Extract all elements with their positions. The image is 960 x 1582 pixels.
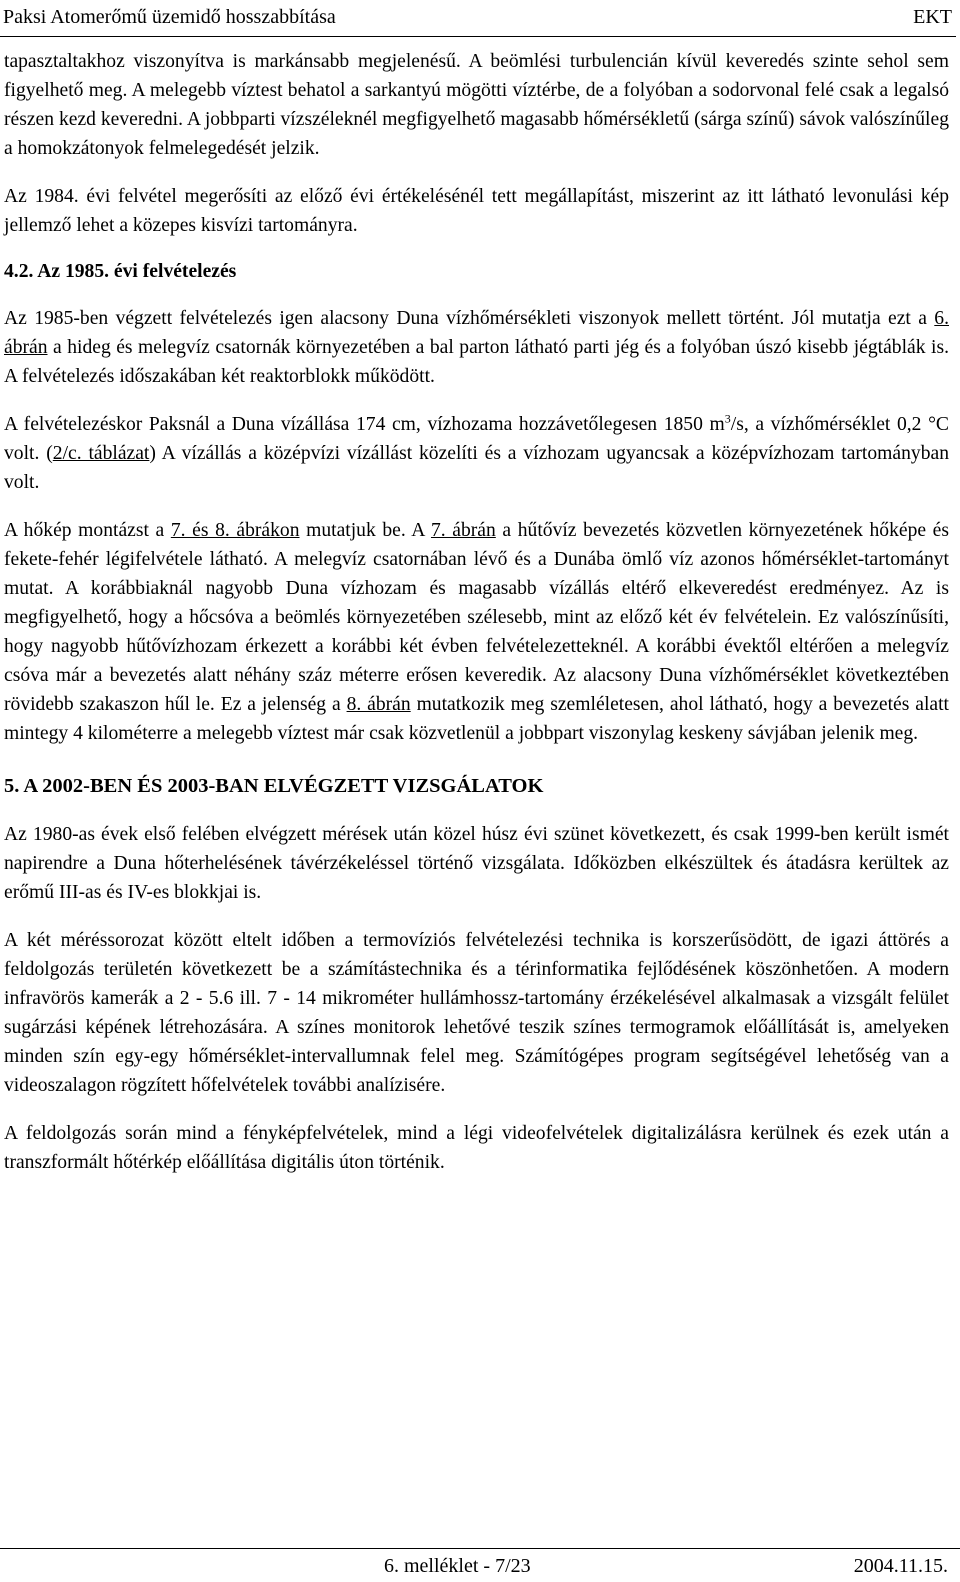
- paragraph-8: A feldolgozás során mind a fényképfelvételek, mind a légi videofelvételek digitalizálásra kerülnek és ezek után a transzformált hőtérkép előállítása digitális úton történik.: [4, 1123, 949, 1173]
- table-2c-link[interactable]: 2/c. táblázat: [52, 443, 150, 464]
- section-heading-4-2: 4.2. Az 1985. évi felvételezés: [4, 261, 237, 282]
- figure-7-link[interactable]: 7. ábrán: [430, 520, 496, 541]
- header-title: Paksi Atomerőmű üzemidő hosszabbítása: [3, 6, 336, 28]
- figure-8-link[interactable]: 8. ábrán: [346, 694, 411, 715]
- paragraph-6: Az 1980-as évek első felében elvégzett mérések után közel húsz évi szünet következett, és csak 1999-ben került ismét napirendre a Duna hőterhelésének távérzékeléssel történő vizsgálata. Időközben elkészültek és átadásra kerültek az erőmű III-as és IV-es blokkjai is.: [4, 824, 949, 903]
- footer-date: 2004.11.15.: [853, 1555, 948, 1577]
- footer-page-number: 6. melléklet - 7/23: [384, 1555, 531, 1577]
- figure-6-link[interactable]: 6. ábrán: [4, 308, 949, 358]
- page-footer: [0, 1548, 960, 1582]
- paragraph-7: A két méréssorozat között eltelt időben a termovíziós felvételezési technika is korszerűsödött, de igazi áttörés a feldolgozás területén következett be a számítástechnika és a térinformatika fejlődésének köszönhetően. A modern infravörös kamerák a 2 - 5.6 ill. 7 - 14 mikrométer hullámhossz-tartomány érzékelésével alkalmasak a vizsgált felület sugárzási képének létrehozására. A színes monitorok lehetővé teszik színes termogramok előállítását is, amelyeken minden szín egy-egy hőmérséklet-intervallumnak felel meg. Számítógépes program segítségével lehetőség van a videoszalagon rögzített hőfelvételek további analízisére.: [4, 930, 949, 1096]
- paragraph-4: A felvételezéskor Paksnál a Duna vízállása 174 cm, vízhozama hozzávetőlegesen 1850 $m^3/s$, a vízhőmérséklet 0,2 °C volt. (2/c. táblázat) A vízállás a középvízi vízállást közelíti és a vízhozam ugyancsak a középvízhozam tartományban volt.: [4, 411, 949, 493]
- section-heading-5: 5. A 2002-BEN ÉS 2003-BAN ELVÉGZETT VIZSGÁLATOK: [4, 775, 544, 797]
- paragraph-3: Az 1985-ben végzett felvételezés igen alacsony Duna vízhőmérsékleti viszonyok mellett történt. Jól mutatja ezt a 6. ábrán a hideg és melegvíz csatornák környezetében a bal parton látható parti jég és a folyóban úszó kisebb jégtáblák is. A felvételezés időszakában két reaktorblokk működött.: [4, 308, 949, 387]
- superscript-3: 3: [724, 411, 731, 426]
- paragraph-2: Az 1984. évi felvétel megerősíti az előző évi értékelésénél tett megállapítást, miszerint az itt látható levonulási kép jellemző lehet a közepes kisvízi tartományra.: [4, 186, 949, 236]
- paragraph-1: tapasztaltakhoz viszonyítva is markánsabb megjelenésű. A beömlési turbulencián kívül keveredés szinte sehol sem figyelhető meg. A melegebb víztest behatol a sarkantyú mögötti víztérbe, de a folyóban a sodorvonal felé csak a legalsó részen kezd keveredni. A jobbparti vízszéleknél megfigyelhető magasabb hőmérsékletű (sárga színű) sávok valószínűleg a homokzátonyok felmelegedését jelzik.: [4, 51, 949, 159]
- header-org: EKT: [913, 6, 952, 28]
- paragraph-5: A hőkép montázst a 7. és 8. ábrákon mutatjuk be. A 7. ábrán a hűtővíz bevezetés közvetlen környezetének hőképe és fekete-fehér légifelvétele látható. A melegvíz csatornában lévő és a Dunába ömlő víz azonos hőmérséklet-tartományt mutat. A korábbiaknál nagyobb Duna vízhozam és magasabb vízállás eltérő elkeveredést eredményez. Az is megfigyelhető, hogy a hőcsóva a beömlés környezetében szélesebb, mint az előző két év felvételein. Ez valószínűsíti, hogy nagyobb hűtővízhozam érkezett a korábbi két évben felvételezetteknél. A korábbi évektől eltérően a melegvíz csóva már a bevezetés alatt néhány száz méterre erősen keveredik. Az alacsony Duna vízhőmérséklet következtében rövidebb szakaszon hűl le. Ez a jelenség a 8. ábrán mutatkozik meg szemléletesen, ahol látható, hogy a bevezetés alatt mintegy 4 kilométerre a melegebb víztest már csak közvetlenül a jobbpart viszonylag keskeny sávjában jelenik meg.: [4, 520, 950, 744]
- page-header: [0, 0, 956, 37]
- document-body: [4, 47, 949, 1177]
- figures-7-8-link[interactable]: 7. és 8. ábrákon: [170, 520, 300, 541]
